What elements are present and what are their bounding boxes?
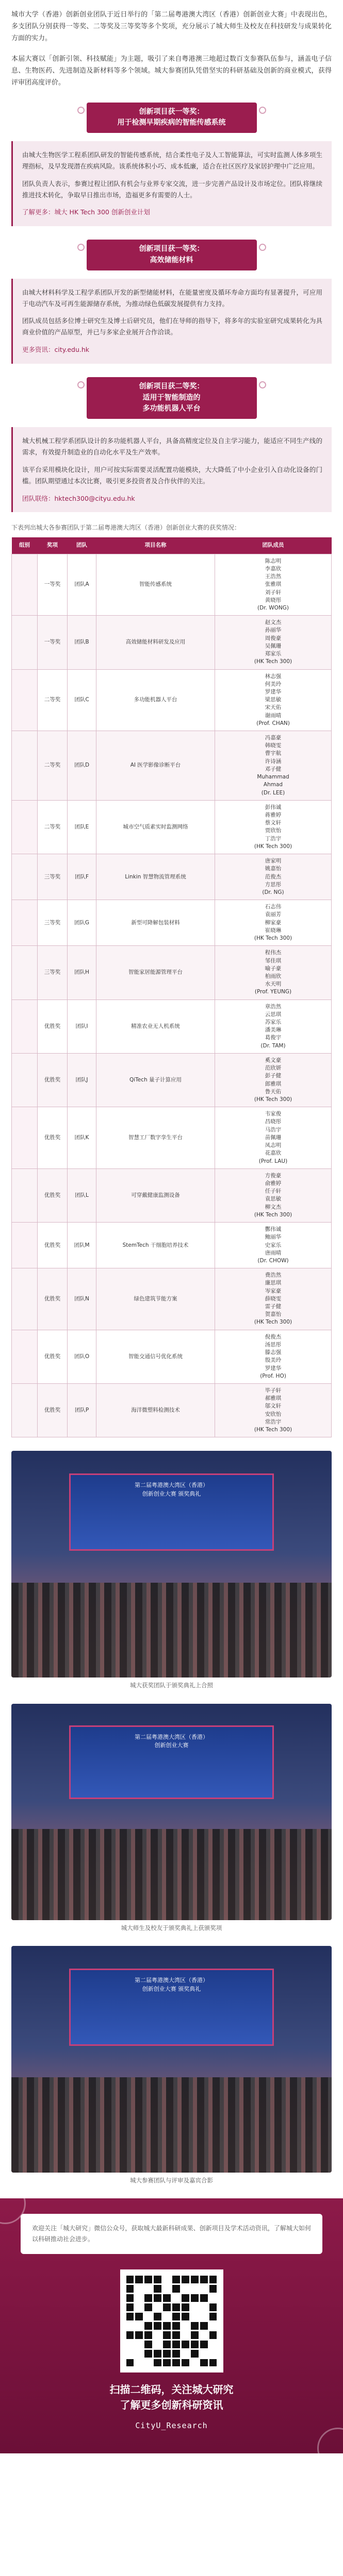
qr-module bbox=[154, 2331, 161, 2339]
qr-module bbox=[126, 2276, 134, 2283]
project-cell: 多功能机器人平台 bbox=[96, 669, 215, 731]
table-row bbox=[12, 731, 332, 801]
qr-module bbox=[144, 2285, 152, 2293]
category-cell bbox=[12, 616, 38, 669]
award-cell: 三等奖 bbox=[38, 854, 68, 900]
section-paragraph: 城大机械工程学系团队设计的多功能机器人平台，具备高精度定位及自主学习能力，能适应不同生产线的需求，有效提升制造业的自动化水平及生产效率。 bbox=[22, 437, 322, 456]
qr-module bbox=[135, 2341, 143, 2348]
qr-module bbox=[200, 2285, 208, 2293]
qr-module bbox=[144, 2313, 152, 2320]
account-handle: CityU_Research bbox=[135, 2421, 208, 2431]
decor-circle bbox=[317, 2428, 343, 2469]
qr-module bbox=[126, 2331, 134, 2339]
qr-module bbox=[154, 2285, 161, 2293]
qr-module bbox=[154, 2350, 161, 2358]
qr-module bbox=[191, 2341, 199, 2348]
category-cell bbox=[12, 1168, 38, 1222]
contact-link[interactable]: 团队联络：hktech300@cityu.edu.hk bbox=[22, 494, 135, 502]
qr-module bbox=[209, 2350, 217, 2358]
project-cell: 新型可降解包装材料 bbox=[96, 900, 215, 946]
awards-table bbox=[11, 537, 332, 1437]
qr-module bbox=[126, 2294, 134, 2302]
project-cell: 海洋微塑料检测技术 bbox=[96, 1384, 215, 1437]
members-cell: 章浩然 云思琪 苏家乐 潘美琳 葛俊宇 (Dr. TAM) bbox=[215, 999, 332, 1053]
award-cell: 优胜奖 bbox=[38, 1330, 68, 1383]
award-cell: 二等奖 bbox=[38, 731, 68, 801]
qr-module bbox=[209, 2276, 217, 2283]
section-paragraph: 由城大材料科学及工程学系团队开发的新型储能材料，在能量密度及循环寿命方面均有显著提升，可应用于电动汽车及可再生能源储存系统，为推动绿色低碳发展提供有力支持。 bbox=[22, 288, 322, 308]
team-cell: 团队A bbox=[68, 554, 96, 616]
section-box bbox=[11, 427, 332, 512]
project-cell: 高效储能材料研发及应用 bbox=[96, 616, 215, 669]
members-cell: 唐家明 姚嘉怡 范俊杰 方思彤 (Dr. NG) bbox=[215, 854, 332, 900]
qr-module bbox=[191, 2276, 199, 2283]
qr-module bbox=[209, 2331, 217, 2339]
table-row bbox=[12, 554, 332, 616]
qr-module bbox=[144, 2331, 152, 2339]
article bbox=[0, 9, 343, 2185]
section-title: 创新项目获一等奖： 高效储能材料 bbox=[87, 240, 257, 270]
qr-module bbox=[154, 2322, 161, 2330]
section-paragraph: 该平台采用模块化设计，用户可按实际需要灵活配置功能模块，大大降低了中小企业引入自动化设备的门槛。团队期望通过本次比赛，吸引更多投资者及合作伙伴的关注。 bbox=[22, 465, 322, 485]
more-info-link[interactable]: 了解更多：城大 HK Tech 300 创新创业计划 bbox=[22, 208, 150, 216]
category-cell bbox=[12, 999, 38, 1053]
section-paragraph: 团队成员包括多位博士研究生及博士后研究员，他们在导师的指导下，将多年的实验室研究成果转化为具商业价值的产品原型，并已与多家企业展开合作洽谈。 bbox=[22, 317, 322, 336]
project-cell: 绿色建筑节能方案 bbox=[96, 1268, 215, 1330]
col-project: 项目名称 bbox=[96, 537, 215, 554]
table-caption: 下表列出城大各参赛团队于第二届粤港澳大湾区（香港）创新创业大赛的获奖情况： bbox=[11, 524, 241, 532]
members-cell: 程伟杰 邹佳琪 喻子豪 柏雨欣 水天明 (Prof. YEUNG) bbox=[215, 946, 332, 999]
team-cell: 团队P bbox=[68, 1384, 96, 1437]
qr-module bbox=[144, 2350, 152, 2358]
table-row bbox=[12, 1384, 332, 1437]
category-cell bbox=[12, 554, 38, 616]
project-cell: 可穿戴健康监测设备 bbox=[96, 1168, 215, 1222]
category-cell bbox=[12, 1330, 38, 1383]
qr-module bbox=[182, 2341, 189, 2348]
category-cell bbox=[12, 800, 38, 854]
category-cell bbox=[12, 854, 38, 900]
project-cell: StemTech 干细胞培养技术 bbox=[96, 1223, 215, 1268]
col-award: 奖项 bbox=[38, 537, 68, 554]
qr-module bbox=[182, 2303, 189, 2311]
qr-module bbox=[209, 2294, 217, 2302]
qr-module bbox=[163, 2285, 171, 2293]
qr-module bbox=[135, 2303, 143, 2311]
members-cell: 彭伟诚 蒋雅婷 蔡文轩 贾欣怡 丁浩宇 (HK Tech 300) bbox=[215, 800, 332, 854]
table-row bbox=[12, 999, 332, 1053]
qr-module bbox=[200, 2322, 208, 2330]
qr-module bbox=[209, 2303, 217, 2311]
qr-module bbox=[135, 2359, 143, 2367]
table-row bbox=[12, 854, 332, 900]
team-cell: 团队B bbox=[68, 616, 96, 669]
members-cell: 赵文杰 孙丽华 周俊豪 吴佩珊 郑家乐 (HK Tech 300) bbox=[215, 616, 332, 669]
qr-module bbox=[135, 2276, 143, 2283]
qr-module bbox=[135, 2350, 143, 2358]
qr-module bbox=[200, 2331, 208, 2339]
qr-module bbox=[182, 2350, 189, 2358]
qr-module bbox=[144, 2341, 152, 2348]
table-row bbox=[12, 1330, 332, 1383]
award-cell: 二等奖 bbox=[38, 800, 68, 854]
team-cell: 团队K bbox=[68, 1107, 96, 1169]
award-cell: 优胜奖 bbox=[38, 1053, 68, 1107]
qr-module bbox=[182, 2331, 189, 2339]
table-row bbox=[12, 616, 332, 669]
qr-module bbox=[172, 2322, 180, 2330]
qr-module bbox=[126, 2303, 134, 2311]
scan-cta: 扫描二维码，关注城大研究 了解更多创新科研资讯 bbox=[109, 2383, 234, 2412]
qr-module bbox=[135, 2294, 143, 2302]
table-row bbox=[12, 1223, 332, 1268]
qr-module bbox=[200, 2313, 208, 2320]
col-category: 组别 bbox=[12, 537, 38, 554]
project-cell: AI 医学影像诊断平台 bbox=[96, 731, 215, 801]
table-row bbox=[12, 1168, 332, 1222]
section-paragraph: 团队负责人表示，参赛过程让团队有机会与业界专家交流，进一步完善产品设计及市场定位。团队将继续推进技术转化，争取早日推出市场，造福更多有需要的人士。 bbox=[22, 179, 322, 199]
qr-module bbox=[135, 2313, 143, 2320]
members-cell: 石志伟 袁丽芳 柳家豪 崔晓琳 (HK Tech 300) bbox=[215, 900, 332, 946]
team-cell: 团队G bbox=[68, 900, 96, 946]
award-cell: 优胜奖 bbox=[38, 1223, 68, 1268]
award-cell: 一等奖 bbox=[38, 554, 68, 616]
photo-caption: 城大师生及校友于颁奖典礼上获颁奖项 bbox=[121, 1924, 222, 1931]
qr-module bbox=[163, 2313, 171, 2320]
members-cell: 林志强 何美玲 罗建华 梁思敏 宋天佑 谢雨晴 (Prof. CHAN) bbox=[215, 669, 332, 731]
subscribe-text: 欢迎关注「城大研究」微信公众号，获取城大最新科研成果、创新项目及学术活动资讯，了解城大如何以科研推动社会进步。 bbox=[21, 2214, 322, 2254]
qr-module bbox=[182, 2359, 189, 2367]
qr-module bbox=[154, 2359, 161, 2367]
qr-module bbox=[144, 2359, 152, 2367]
intro-paragraph-2: 本届大赛以「创新引领、科技赋能」为主题，吸引了来自粤港澳三地超过数百支参赛队伍参与，涵盖电子信息、生物医药、先进制造及新材料等多个领域。城大参赛团队凭借坚实的科研基础及创新的商业模式，获得评审团高度评价。 bbox=[11, 55, 332, 87]
award-cell: 优胜奖 bbox=[38, 999, 68, 1053]
awards-table-body bbox=[12, 554, 332, 1437]
group-silhouettes bbox=[11, 1583, 332, 1678]
team-cell: 团队D bbox=[68, 731, 96, 801]
project-cell: 智能传感系统 bbox=[96, 554, 215, 616]
team-cell: 团队O bbox=[68, 1330, 96, 1383]
col-members: 团队成员 bbox=[215, 537, 332, 554]
award-cell: 二等奖 bbox=[38, 669, 68, 731]
category-cell bbox=[12, 669, 38, 731]
qr-module bbox=[163, 2341, 171, 2348]
qr-module bbox=[172, 2285, 180, 2293]
project-cell: 智能交通信号优化系统 bbox=[96, 1330, 215, 1383]
award-cell: 优胜奖 bbox=[38, 1168, 68, 1222]
qr-module bbox=[144, 2303, 152, 2311]
qr-module bbox=[172, 2331, 180, 2339]
group-silhouettes bbox=[11, 1829, 332, 1920]
qr-module bbox=[126, 2350, 134, 2358]
qr-module bbox=[154, 2276, 161, 2283]
section-box bbox=[11, 141, 332, 226]
table-row bbox=[12, 1053, 332, 1107]
project-cell: Linkin 智慧物流管理系统 bbox=[96, 854, 215, 900]
members-cell: 酆伟诚 鲍丽华 史家乐 唐雨晴 (Dr. CHOW) bbox=[215, 1223, 332, 1268]
qr-module bbox=[144, 2322, 152, 2330]
team-cell: 团队I bbox=[68, 999, 96, 1053]
category-cell bbox=[12, 946, 38, 999]
qr-module bbox=[191, 2294, 199, 2302]
qr-module bbox=[172, 2341, 180, 2348]
qr-module bbox=[154, 2341, 161, 2348]
table-row bbox=[12, 1107, 332, 1169]
members-cell: 韦家俊 昌晓彤 马浩宇 苗佩珊 凤志明 花嘉欣 (Prof. LAU) bbox=[215, 1107, 332, 1169]
project-cell: 智慧工厂数字孪生平台 bbox=[96, 1107, 215, 1169]
ceremony-photo bbox=[11, 1451, 332, 1677]
section-3 bbox=[11, 377, 332, 512]
qr-module bbox=[135, 2322, 143, 2330]
table-row bbox=[12, 669, 332, 731]
members-cell: 倪俊杰 汤思彤 滕志强 殷美玲 罗建华 (Prof. HO) bbox=[215, 1330, 332, 1383]
qr-module bbox=[200, 2350, 208, 2358]
table-header-row bbox=[12, 537, 332, 554]
qr-module bbox=[126, 2313, 134, 2320]
team-cell: 团队E bbox=[68, 800, 96, 854]
team-cell: 团队C bbox=[68, 669, 96, 731]
qr-module bbox=[200, 2341, 208, 2348]
team-cell: 团队H bbox=[68, 946, 96, 999]
award-cell: 三等奖 bbox=[38, 900, 68, 946]
qr-code[interactable] bbox=[120, 2269, 223, 2372]
award-cell: 一等奖 bbox=[38, 616, 68, 669]
qr-module bbox=[209, 2313, 217, 2320]
qr-module bbox=[163, 2294, 171, 2302]
qr-module bbox=[154, 2313, 161, 2320]
qr-module bbox=[163, 2359, 171, 2367]
qr-module bbox=[200, 2303, 208, 2311]
qr-module bbox=[126, 2341, 134, 2348]
members-cell: 奚文豪 范欣妍 彭子健 郎雅琪 鲁天佑 (HK Tech 300) bbox=[215, 1053, 332, 1107]
ceremony-photo bbox=[11, 1704, 332, 1920]
table-row bbox=[12, 800, 332, 854]
team-cell: 团队F bbox=[68, 854, 96, 900]
qr-module bbox=[163, 2322, 171, 2330]
qr-module bbox=[200, 2359, 208, 2367]
qr-module bbox=[200, 2294, 208, 2302]
members-cell: 毕子轩 郝雅琪 邬文轩 安欣怡 常浩宇 (HK Tech 300) bbox=[215, 1384, 332, 1437]
qr-module bbox=[191, 2359, 199, 2367]
qr-module bbox=[172, 2303, 180, 2311]
qr-module bbox=[163, 2303, 171, 2311]
stage-banner: 第二届粤港澳大湾区（香港） 创新创业大赛 颁奖典礼 bbox=[69, 1969, 274, 2046]
members-cell: 方俊豪 俞雅婷 任子轩 袁思敏 柳文杰 (HK Tech 300) bbox=[215, 1168, 332, 1222]
more-info-link[interactable]: 更多资讯：city.edu.hk bbox=[22, 346, 90, 354]
award-cell: 三等奖 bbox=[38, 946, 68, 999]
ceremony-photo bbox=[11, 1946, 332, 2173]
qr-module bbox=[191, 2303, 199, 2311]
category-cell bbox=[12, 1223, 38, 1268]
qr-module bbox=[163, 2350, 171, 2358]
project-cell: QiTech 量子计算应用 bbox=[96, 1053, 215, 1107]
col-team: 团队 bbox=[68, 537, 96, 554]
qr-module bbox=[144, 2276, 152, 2283]
photo-caption: 城大参赛团队与评审及嘉宾合影 bbox=[130, 2177, 213, 2184]
section-title: 创新项目获一等奖： 用于检测早期疾病的智能传感系统 bbox=[87, 103, 257, 133]
qr-module bbox=[209, 2322, 217, 2330]
category-cell bbox=[12, 1384, 38, 1437]
team-cell: 团队L bbox=[68, 1168, 96, 1222]
qr-module bbox=[172, 2276, 180, 2283]
qr-module bbox=[182, 2285, 189, 2293]
table-row bbox=[12, 946, 332, 999]
qr-module bbox=[191, 2322, 199, 2330]
members-cell: 费浩然 廉思琪 岑家豪 薛晓雯 雷子健 贺嘉怡 (HK Tech 300) bbox=[215, 1268, 332, 1330]
category-cell bbox=[12, 900, 38, 946]
category-cell bbox=[12, 1053, 38, 1107]
members-cell: 冯嘉豪 韩晓雯 曹宇航 许诗涵 邓子健 Muhammad Ahmad (Dr. LEE) bbox=[215, 731, 332, 801]
project-cell: 智能家居能源管理平台 bbox=[96, 946, 215, 999]
category-cell bbox=[12, 1107, 38, 1169]
section-2 bbox=[11, 240, 332, 364]
qr-module bbox=[172, 2294, 180, 2302]
qr-module bbox=[172, 2350, 180, 2358]
qr-module bbox=[182, 2294, 189, 2302]
qr-module bbox=[154, 2294, 161, 2302]
team-cell: 团队N bbox=[68, 1268, 96, 1330]
stage-banner: 第二届粤港澳大湾区（香港） 创新创业大赛 bbox=[69, 1725, 274, 1799]
stage-banner: 第二届粤港澳大湾区（香港） 创新创业大赛 颁奖典礼 bbox=[69, 1473, 274, 1551]
qr-module bbox=[191, 2331, 199, 2339]
qr-module bbox=[144, 2294, 152, 2302]
team-cell: 团队J bbox=[68, 1053, 96, 1107]
footer bbox=[0, 2198, 343, 2453]
photo-caption: 城大获奖团队于颁奖典礼上合照 bbox=[130, 1682, 213, 1689]
project-cell: 精准农业无人机系统 bbox=[96, 999, 215, 1053]
section-paragraph: 由城大生物医学工程系团队研发的智能传感系统，结合柔性电子及人工智能算法，可实时监测人体多项生理指标，及早发现潜在疾病风险。该系统体积小巧、成本低廉，适合在社区医疗及家居护理中广泛应用。 bbox=[22, 150, 322, 170]
qr-module bbox=[191, 2350, 199, 2358]
section-title: 创新项目获二等奖： 适用于智能制造的 多功能机器人平台 bbox=[87, 377, 257, 419]
category-cell bbox=[12, 1268, 38, 1330]
qr-module bbox=[172, 2359, 180, 2367]
qr-module bbox=[172, 2313, 180, 2320]
category-cell bbox=[12, 731, 38, 801]
qr-module bbox=[209, 2285, 217, 2293]
section-1 bbox=[11, 103, 332, 227]
qr-module bbox=[163, 2331, 171, 2339]
table-row bbox=[12, 1268, 332, 1330]
qr-module bbox=[135, 2331, 143, 2339]
qr-module bbox=[135, 2285, 143, 2293]
qr-module bbox=[182, 2322, 189, 2330]
section-box bbox=[11, 279, 332, 364]
qr-module bbox=[200, 2276, 208, 2283]
project-cell: 城市空气质素实时监测网络 bbox=[96, 800, 215, 854]
table-row bbox=[12, 900, 332, 946]
qr-module bbox=[209, 2359, 217, 2367]
qr-module bbox=[126, 2322, 134, 2330]
intro-paragraph: 城市大学（香港）创新创业团队于近日举行的「第二届粤港澳大湾区（香港）创新创业大赛」中表现出色，多支团队分别获得一等奖、二等奖及三等奖等多个奖项，充分展示了城大师生及校友在科技研发与成果转化方面的实力。 bbox=[11, 11, 332, 42]
award-cell: 优胜奖 bbox=[38, 1107, 68, 1169]
qr-module bbox=[126, 2359, 134, 2367]
team-cell: 团队M bbox=[68, 1223, 96, 1268]
qr-module bbox=[182, 2276, 189, 2283]
qr-module bbox=[191, 2313, 199, 2320]
qr-module bbox=[163, 2276, 171, 2283]
qr-module bbox=[154, 2303, 161, 2311]
qr-module bbox=[126, 2285, 134, 2293]
award-cell: 优胜奖 bbox=[38, 1268, 68, 1330]
members-cell: 陈志明 李嘉欣 王浩然 张雅琪 刘子轩 黄晓彤 (Dr. WONG) bbox=[215, 554, 332, 616]
award-cell: 优胜奖 bbox=[38, 1384, 68, 1437]
qr-module bbox=[191, 2285, 199, 2293]
photo-gallery bbox=[11, 1451, 332, 2185]
group-silhouettes bbox=[11, 2077, 332, 2173]
qr-module bbox=[209, 2341, 217, 2348]
qr-module bbox=[182, 2313, 189, 2320]
